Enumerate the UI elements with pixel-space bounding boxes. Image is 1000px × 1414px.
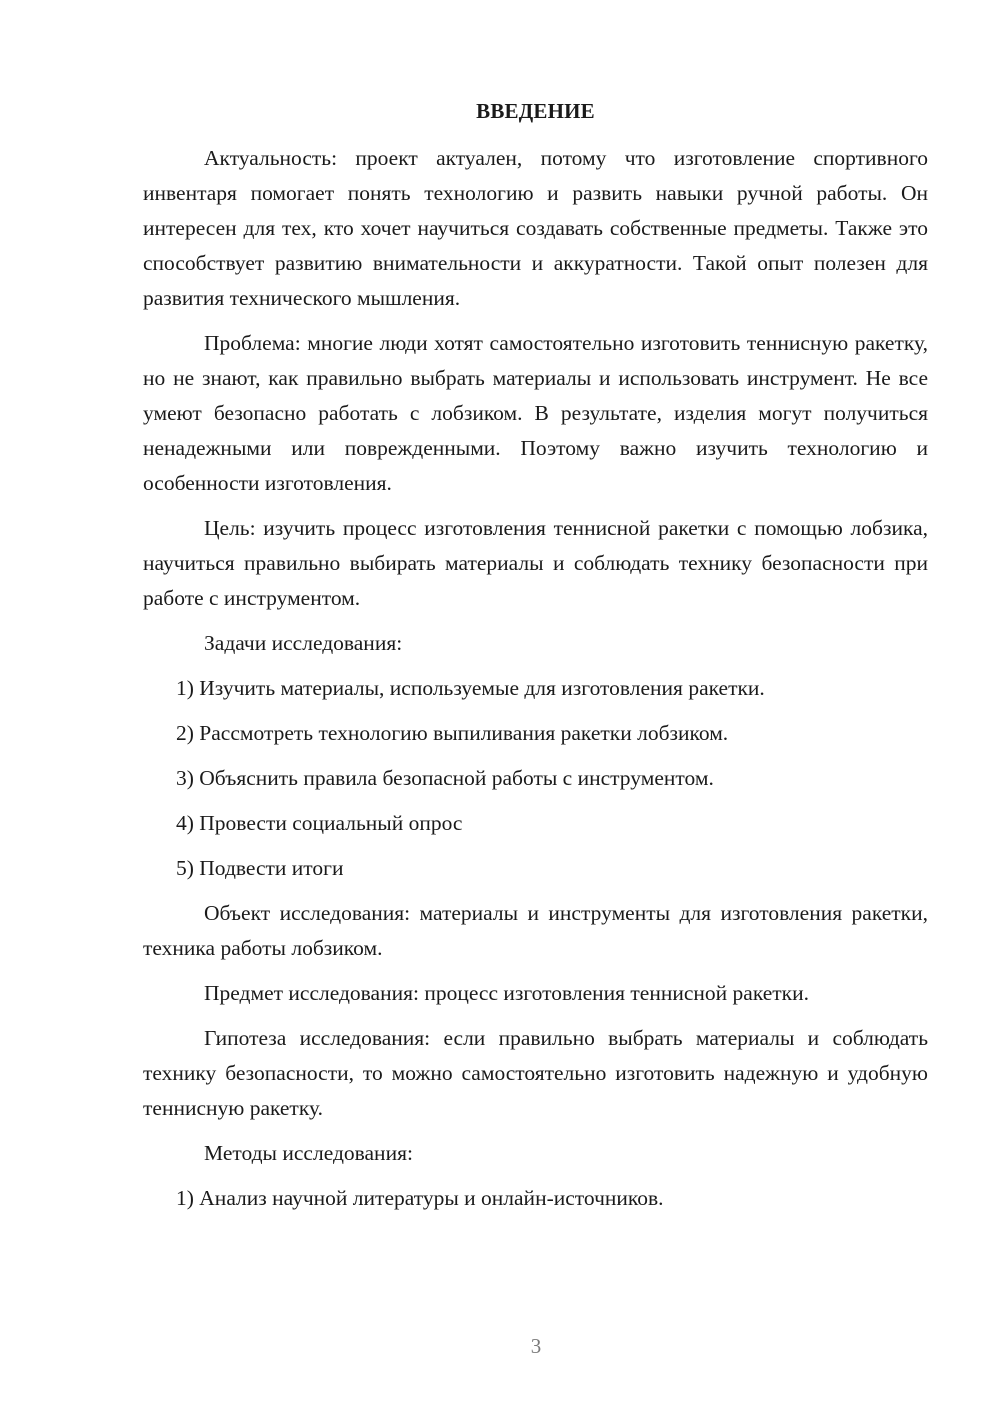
object-paragraph: Объект исследования: материалы и инструменты для изготовления ракетки, техника работы лобзиком. xyxy=(143,901,928,960)
task-item-5: 5) Подвести итоги xyxy=(176,856,344,880)
methods-label: Методы исследования: xyxy=(204,1141,413,1165)
problem-paragraph: Проблема: многие люди хотят самостоятельно изготовить теннисную ракетку, но не знают, как правильно выбрать материалы и использовать инструмент. Не все умеют безопасно работать с лобзиком. В результате, изделия могут получиться ненадежными или поврежденными. Поэтому важно изучить технологию и особенности изготовления. xyxy=(143,331,928,495)
task-item-3: 3) Объяснить правила безопасной работы с инструментом. xyxy=(176,766,714,790)
page-content xyxy=(143,94,928,1226)
task-item-4: 4) Провести социальный опрос xyxy=(176,811,463,835)
method-item-1: 1) Анализ научной литературы и онлайн-источников. xyxy=(176,1186,664,1210)
section-heading: ВВЕДЕНИЕ xyxy=(476,99,595,123)
subject-paragraph: Предмет исследования: процесс изготовления теннисной ракетки. xyxy=(204,981,810,1005)
page-number: 3 xyxy=(530,1334,542,1358)
task-item-1: 1) Изучить материалы, используемые для изготовления ракетки. xyxy=(176,676,765,700)
tasks-label: Задачи исследования: xyxy=(204,631,403,655)
relevance-paragraph: Актуальность: проект актуален, потому что изготовление спортивного инвентаря помогает понять технологию и развить навыки ручной работы. Он интересен для тех, кто хочет научиться создавать собственные предметы. Также это способствует развитию внимательности и аккуратности. Такой опыт полезен для развития технического мышления. xyxy=(143,146,928,310)
task-item-2: 2) Рассмотреть технологию выпиливания ракетки лобзиком. xyxy=(176,721,729,745)
hypothesis-paragraph: Гипотеза исследования: если правильно выбрать материалы и соблюдать технику безопасности, то можно самостоятельно изготовить надежную и удобную теннисную ракетку. xyxy=(143,1026,928,1120)
goal-paragraph: Цель: изучить процесс изготовления теннисной ракетки с помощью лобзика, научиться правильно выбирать материалы и соблюдать технику безопасности при работе с инструментом. xyxy=(143,516,928,610)
